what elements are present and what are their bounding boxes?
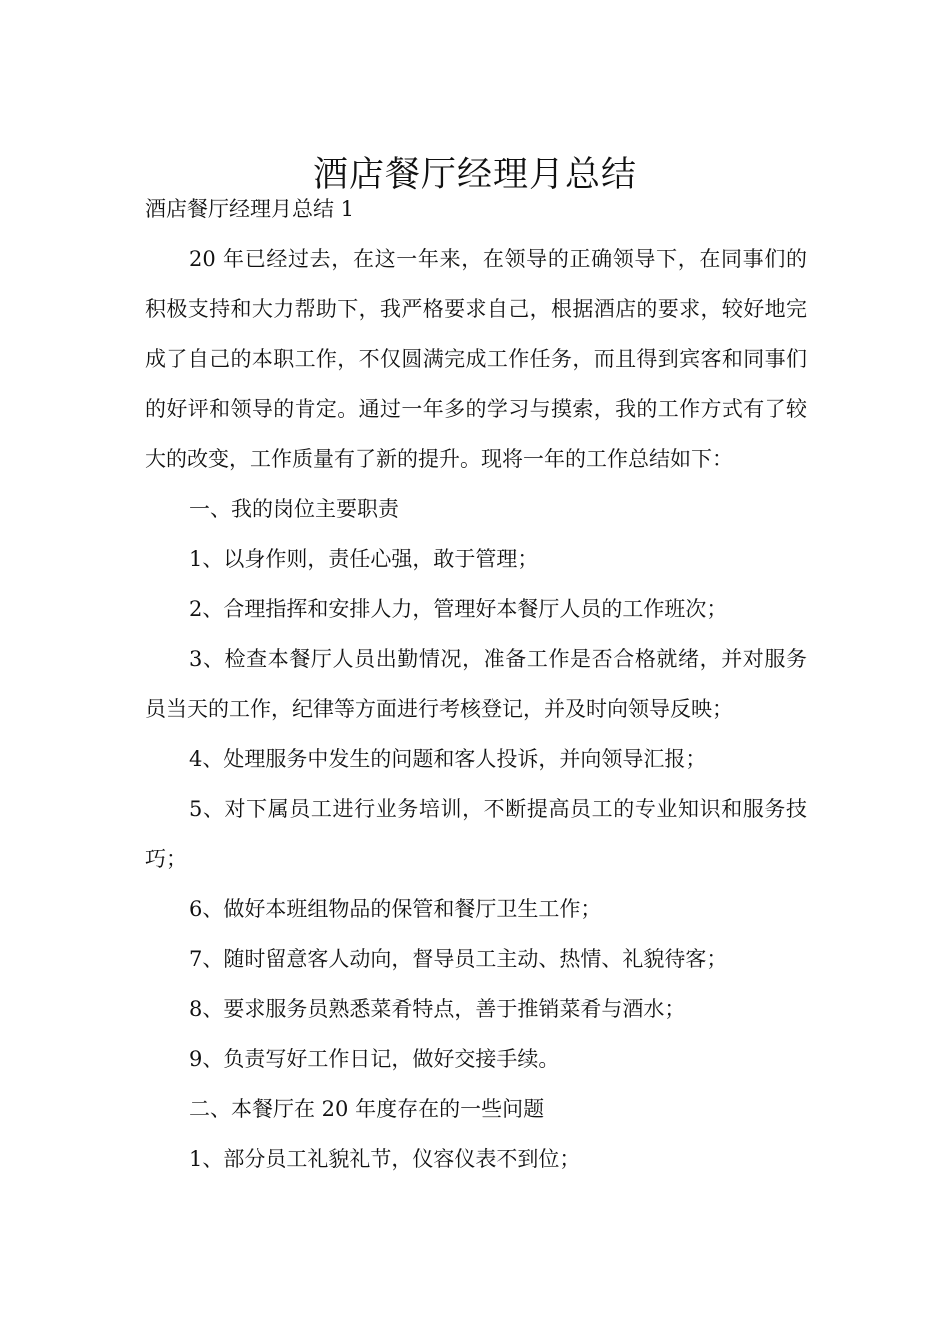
duty-item: 2、合理指挥和安排人力，管理好本餐厅人员的工作班次； [189, 597, 728, 621]
duty-item: 4、处理服务中发生的问题和客人投诉，并向领导汇报； [189, 747, 707, 771]
section-heading-problems: 二、本餐厅在 20 年度存在的一些问题 [189, 1097, 545, 1121]
duty-item: 8、要求服务员熟悉菜肴特点，善于推销菜肴与酒水； [189, 997, 686, 1021]
duty-item: 3、检查本餐厅人员出勤情况，准备工作是否合格就绪，并对服务员当天的工作，纪律等方面进行考核登记，并及时向领导反映； [145, 647, 807, 721]
intro-paragraph: 20 年已经过去，在这一年来，在领导的正确领导下，在同事们的积极支持和大力帮助下，我严格要求自己，根据酒店的要求，较好地完成了自己的本职工作，不仅圆满完成工作任务，而且得到宾客和同事们的好评和领导的肯定。通过一年多的学习与摸索，我的工作方式有了较大的改变，工作质量有了新的提升。现将一年的工作总结如下： [145, 247, 807, 471]
duty-item: 5、对下属员工进行业务培训，不断提高员工的专业知识和服务技巧； [145, 797, 807, 871]
subtitle-paragraph: 酒店餐厅经理月总结 1 [145, 197, 355, 221]
duty-item: 6、做好本班组物品的保管和餐厅卫生工作； [189, 897, 602, 921]
problem-item: 1、部分员工礼貌礼节，仪容仪表不到位； [189, 1147, 581, 1171]
document-body [145, 184, 807, 1184]
duty-item: 9、负责写好工作日记，做好交接手续。 [189, 1047, 560, 1071]
document-title: 酒店餐厅经理月总结 [312, 155, 637, 196]
section-heading-duties: 一、我的岗位主要职责 [189, 497, 399, 521]
duty-item: 1、以身作则，责任心强，敢于管理； [189, 547, 539, 571]
duty-item: 7、随时留意客人动向，督导员工主动、热情、礼貌待客； [189, 947, 728, 971]
